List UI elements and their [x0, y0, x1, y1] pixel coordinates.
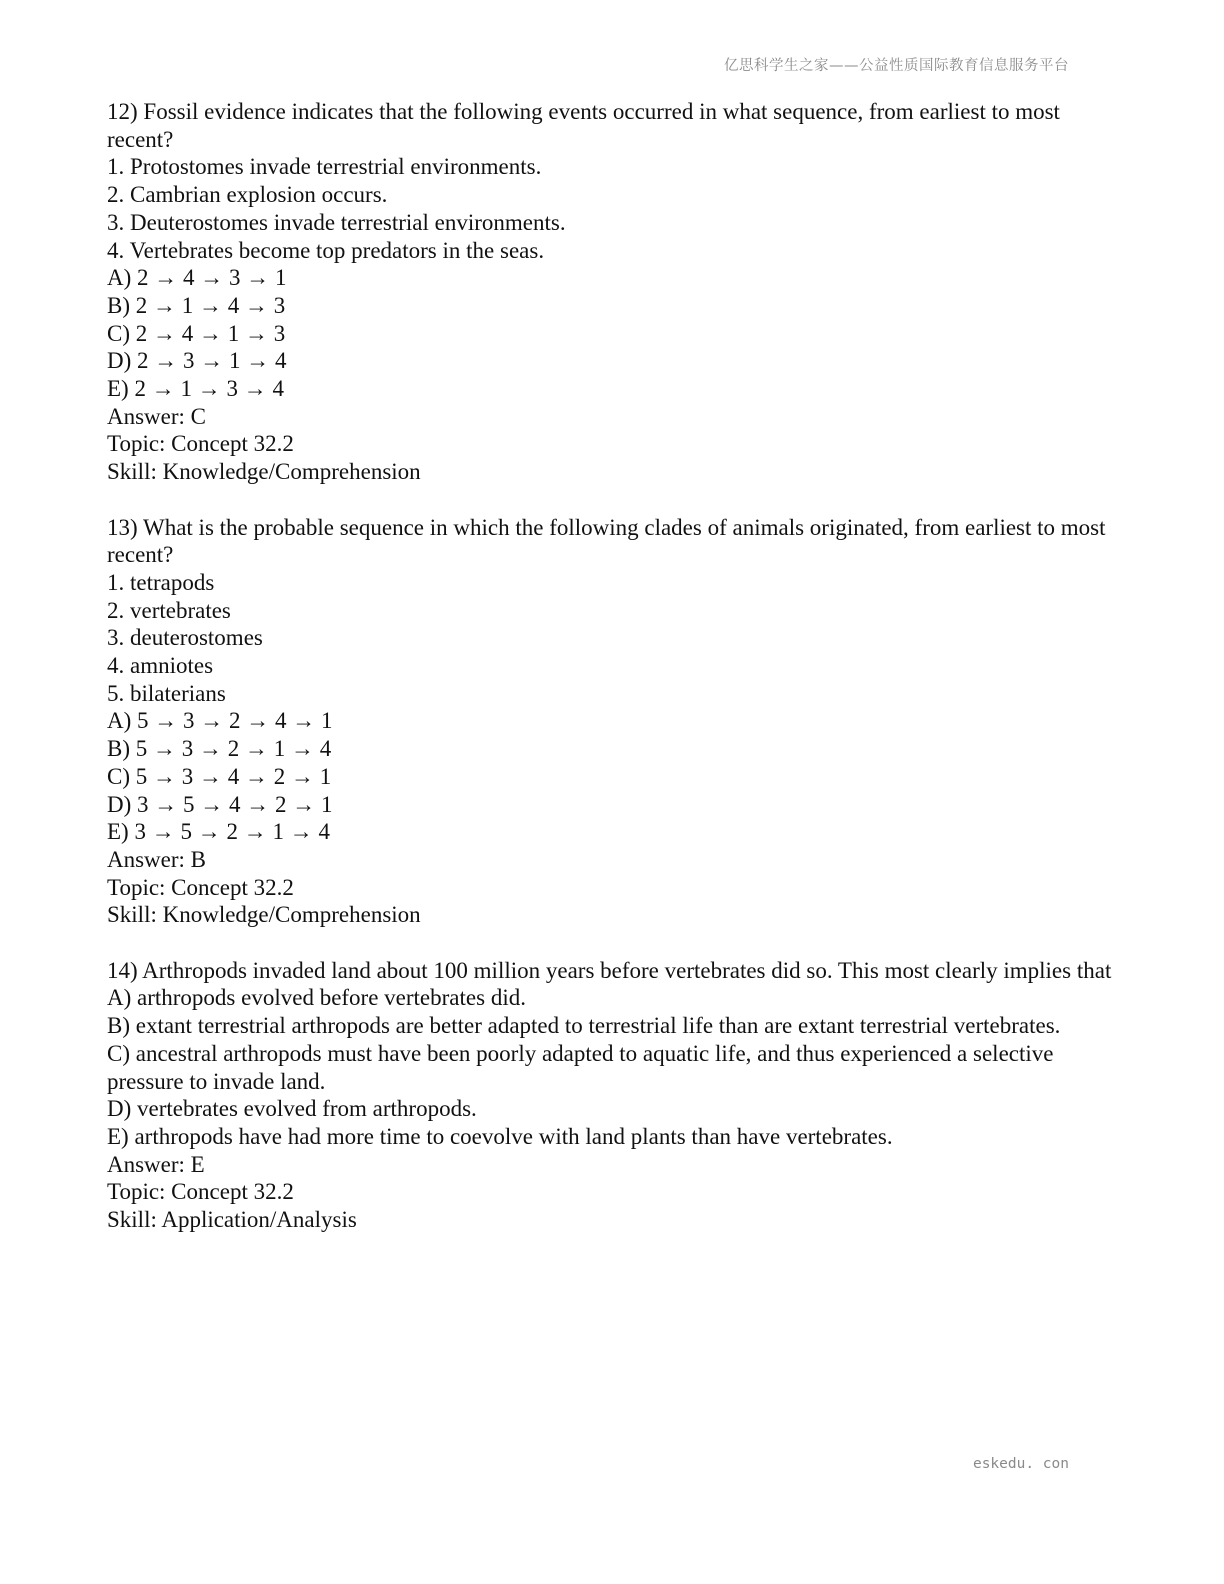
question-list	[107, 98, 1117, 1261]
list-item: 1. tetrapods	[107, 569, 215, 595]
answer-option: B) 5 → 3 → 2 → 1 → 4	[107, 736, 332, 762]
answer-key: Answer: C	[107, 403, 207, 429]
topic-label: Topic: Concept 32.2	[107, 431, 294, 457]
answer-option: E) 2 → 1 → 3 → 4	[107, 376, 284, 402]
question-stem: 14) Arthropods invaded land about 100 million years before vertebrates did so. This most clearly implies that	[107, 957, 1112, 983]
answer-key: Answer: E	[107, 1151, 205, 1177]
answer-option: C) 5 → 3 → 4 → 2 → 1	[107, 763, 332, 789]
list-item: 3. deuterostomes	[107, 625, 263, 651]
answer-option: D) vertebrates evolved from arthropods.	[107, 1096, 477, 1122]
question-stem: 12) Fossil evidence indicates that the following events occurred in what sequence, from earliest to most recent?	[107, 99, 1060, 152]
answer-option: E) arthropods have had more time to coevolve with land plants than have vertebrates.	[107, 1123, 893, 1149]
skill-label: Skill: Knowledge/Comprehension	[107, 902, 421, 928]
answer-option: A) 2 → 4 → 3 → 1	[107, 265, 287, 291]
list-item: 4. amniotes	[107, 653, 214, 679]
answer-option: E) 3 → 5 → 2 → 1 → 4	[107, 819, 330, 845]
topic-label: Topic: Concept 32.2	[107, 1179, 294, 1205]
answer-key: Answer: B	[107, 846, 207, 872]
skill-label: Skill: Knowledge/Comprehension	[107, 459, 421, 485]
answer-option: B) extant terrestrial arthropods are better adapted to terrestrial life than are extant terrestrial vertebrates.	[107, 1013, 1061, 1039]
skill-label: Skill: Application/Analysis	[107, 1207, 357, 1233]
answer-option: A) arthropods evolved before vertebrates did.	[107, 985, 526, 1011]
answer-option: A) 5 → 3 → 2 → 4 → 1	[107, 708, 333, 734]
question-14	[107, 957, 1117, 1234]
list-item: 4. Vertebrates become top predators in the seas.	[107, 237, 545, 263]
list-item: 3. Deuterostomes invade terrestrial environments.	[107, 209, 566, 235]
list-item: 1. Protostomes invade terrestrial environments.	[107, 154, 542, 180]
topic-label: Topic: Concept 32.2	[107, 874, 294, 900]
page-header: 亿思科学生之家——公益性质国际教育信息服务平台	[724, 58, 1069, 74]
question-13	[107, 514, 1117, 930]
answer-option: D) 3 → 5 → 4 → 2 → 1	[107, 791, 333, 817]
list-item: 2. Cambrian explosion occurs.	[107, 182, 388, 208]
list-item: 5. bilaterians	[107, 680, 226, 706]
question-stem: 13) What is the probable sequence in which the following clades of animals originated, from earliest to most recent?	[107, 514, 1106, 568]
list-item: 2. vertebrates	[107, 597, 231, 623]
question-12	[107, 98, 1117, 486]
answer-option: C) 2 → 4 → 1 → 3	[107, 320, 286, 346]
page-footer: eskedu. con	[972, 1456, 1069, 1472]
answer-option: D) 2 → 3 → 1 → 4	[107, 348, 287, 374]
answer-option: B) 2 → 1 → 4 → 3	[107, 292, 286, 318]
answer-option: C) ancestral arthropods must have been poorly adapted to aquatic life, and thus experienced a selective pressure to invade land.	[107, 1040, 1054, 1094]
